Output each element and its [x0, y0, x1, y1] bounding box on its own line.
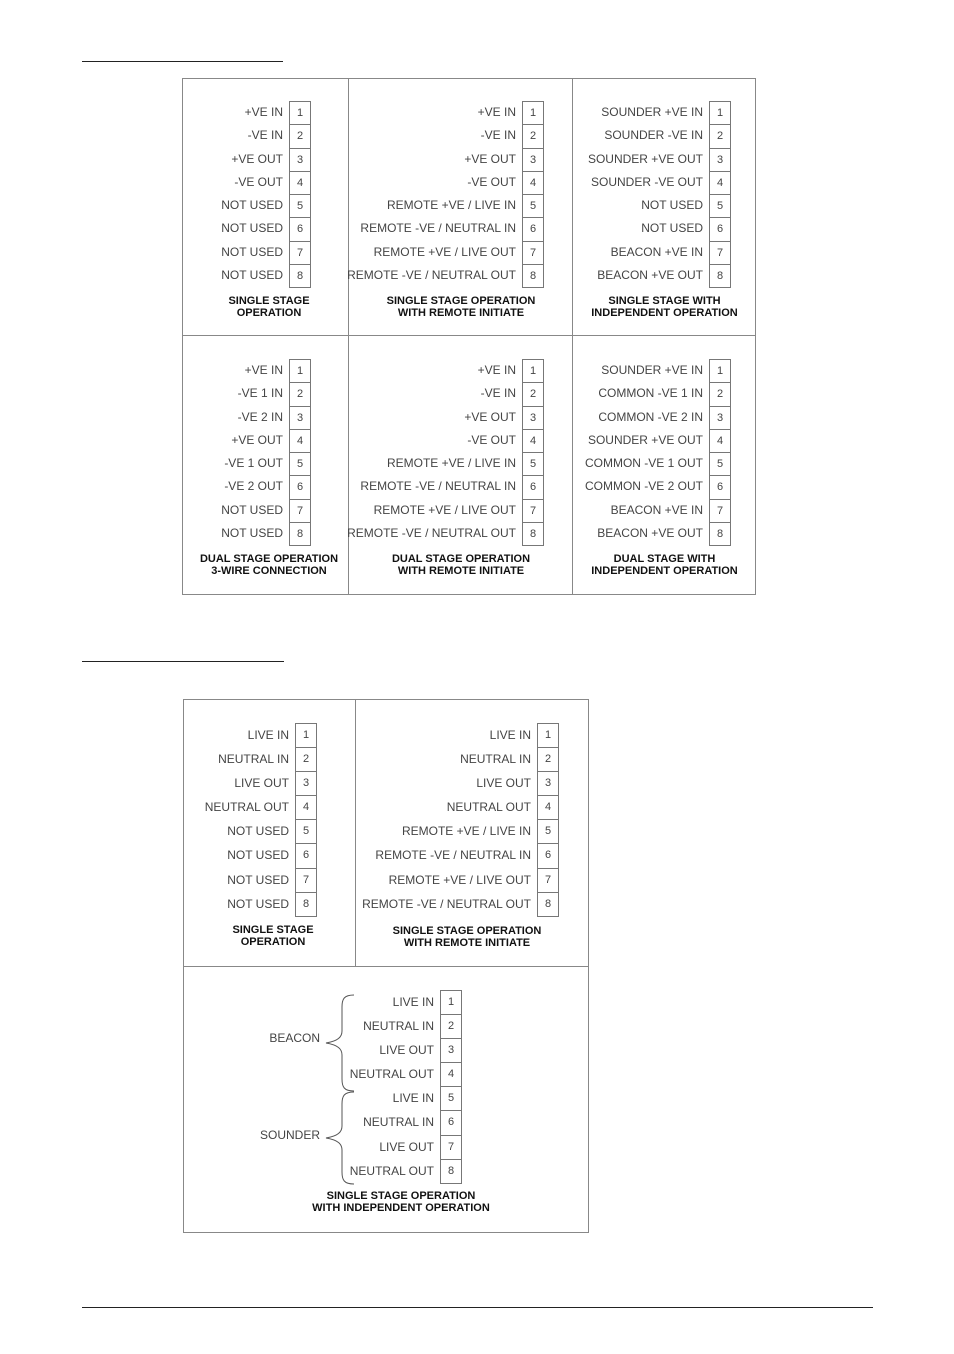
terminal-label: NEUTRAL IN	[218, 752, 289, 767]
panel-caption	[185, 924, 361, 948]
terminal-label: NEUTRAL OUT	[204, 800, 289, 815]
terminal-label: COMMON -VE 1 OUT	[584, 456, 703, 471]
terminal-number: 2	[709, 382, 731, 406]
caption-line: WITH REMOTE INITIATE	[403, 937, 531, 949]
terminal-row	[355, 819, 559, 843]
terminal-number: 4	[289, 171, 311, 195]
panel-caption	[574, 553, 755, 577]
terminal-row	[182, 124, 311, 147]
terminal-row	[182, 264, 311, 287]
terminal-number: 6	[709, 475, 731, 499]
terminal-number: 6	[709, 217, 731, 241]
dc-terminal-block-remote-initiate	[348, 101, 544, 287]
terminal-label: NOT USED	[227, 872, 289, 887]
caption-line: SINGLE STAGE OPERATION	[386, 295, 536, 307]
caption-line: DUAL STAGE OPERATION	[199, 553, 339, 565]
footer-rule	[82, 1307, 873, 1308]
terminal-label: +VE IN	[244, 363, 283, 377]
panel-caption	[350, 553, 572, 577]
terminal-row	[572, 452, 731, 475]
terminal-row	[183, 868, 317, 892]
terminal-number: 3	[709, 148, 731, 172]
terminal-number: 4	[709, 429, 731, 453]
terminal-number: 3	[709, 406, 731, 430]
terminal-row	[183, 843, 317, 867]
terminal-row	[572, 382, 731, 405]
terminal-number: 7	[522, 241, 544, 265]
terminal-label: REMOTE -VE / NEUTRAL IN	[360, 479, 516, 494]
terminal-number: 3	[537, 771, 559, 796]
beacon-group-label: BEACON	[269, 1031, 320, 1045]
terminal-number: 2	[295, 747, 317, 772]
terminal-row	[348, 475, 544, 498]
terminal-label: COMMON -VE 1 IN	[598, 386, 703, 401]
terminal-number: 4	[289, 429, 311, 453]
terminal-row	[183, 771, 317, 795]
terminal-number: 7	[289, 499, 311, 523]
terminal-label: -VE OUT	[467, 432, 516, 447]
terminal-row	[572, 194, 731, 217]
terminal-label: NOT USED	[221, 502, 283, 517]
terminal-label: +VE OUT	[231, 151, 283, 166]
terminal-number: 8	[289, 264, 311, 288]
terminal-label: NEUTRAL IN	[363, 1115, 434, 1130]
terminal-number: 4	[709, 171, 731, 195]
terminal-row	[348, 499, 544, 522]
terminal-label: +VE IN	[244, 105, 283, 119]
terminal-number: 8	[709, 522, 731, 546]
terminal-number: 2	[537, 747, 559, 772]
sounder-group-label: SOUNDER	[259, 1128, 320, 1142]
terminal-number: 6	[295, 843, 317, 868]
terminal-number: 6	[522, 217, 544, 241]
caption-line: SINGLE STAGE	[228, 295, 310, 307]
caption-line: OPERATION	[236, 307, 302, 319]
terminal-number: 7	[289, 241, 311, 265]
terminal-label: BEACON +VE OUT	[597, 526, 703, 541]
terminal-label: REMOTE +VE / LIVE OUT	[373, 244, 516, 259]
terminal-label: +VE OUT	[464, 151, 516, 166]
terminal-number: 1	[522, 101, 544, 125]
terminal-row	[572, 217, 731, 240]
ac-terminal-block-single-stage	[183, 723, 317, 916]
terminal-label: LIVE OUT	[476, 776, 531, 791]
terminal-number: 5	[440, 1086, 462, 1111]
terminal-row	[572, 124, 731, 147]
terminal-label: REMOTE +VE / LIVE IN	[386, 456, 516, 471]
terminal-number: 8	[295, 892, 317, 917]
terminal-number: 1	[522, 359, 544, 383]
terminal-label: REMOTE -VE / NEUTRAL OUT	[347, 268, 516, 283]
terminal-number: 1	[709, 359, 731, 383]
terminal-label: LIVE IN	[247, 728, 289, 742]
terminal-number: 8	[522, 264, 544, 288]
terminal-label: NOT USED	[221, 526, 283, 541]
terminal-label: -VE 1 IN	[237, 386, 283, 401]
terminal-number: 5	[289, 194, 311, 218]
terminal-number: 5	[289, 452, 311, 476]
caption-line: SINGLE STAGE OPERATION	[392, 925, 542, 937]
terminal-row	[572, 429, 731, 452]
terminal-label: REMOTE -VE / NEUTRAL OUT	[362, 896, 531, 911]
terminal-row	[355, 795, 559, 819]
terminal-row	[572, 101, 731, 124]
terminal-number: 6	[440, 1110, 462, 1135]
terminal-label: NEUTRAL IN	[460, 752, 531, 767]
terminal-label: NOT USED	[641, 198, 703, 213]
terminal-number: 8	[522, 522, 544, 546]
terminal-row	[355, 747, 559, 771]
terminal-row	[572, 148, 731, 171]
terminal-number: 5	[522, 194, 544, 218]
terminal-row	[348, 406, 544, 429]
terminal-row	[348, 194, 544, 217]
ac-section-heading-rule	[82, 661, 284, 662]
terminal-label: NOT USED	[221, 268, 283, 283]
terminal-number: 7	[522, 499, 544, 523]
terminal-row	[348, 429, 544, 452]
terminal-number: 2	[440, 1014, 462, 1039]
terminal-row	[348, 359, 544, 382]
terminal-label: LIVE OUT	[234, 776, 289, 791]
terminal-row	[182, 148, 311, 171]
terminal-label: NOT USED	[641, 221, 703, 236]
terminal-row	[348, 101, 544, 124]
terminal-label: +VE OUT	[231, 432, 283, 447]
dc-terminal-block-dual-independent	[572, 359, 731, 545]
terminal-label: -VE 2 OUT	[224, 479, 283, 494]
terminal-number: 5	[537, 819, 559, 844]
panel-caption	[182, 295, 356, 319]
terminal-number: 1	[709, 101, 731, 125]
terminal-row	[355, 868, 559, 892]
terminal-label: COMMON -VE 2 IN	[598, 409, 703, 424]
terminal-row	[182, 217, 311, 240]
terminal-row	[572, 359, 731, 382]
terminal-row	[572, 241, 731, 264]
terminal-label: -VE OUT	[234, 174, 283, 189]
terminal-row	[183, 795, 317, 819]
terminal-label: -VE 1 OUT	[224, 456, 283, 471]
terminal-label: -VE IN	[480, 128, 516, 143]
terminal-row	[348, 452, 544, 475]
terminal-number: 3	[289, 148, 311, 172]
terminal-row	[348, 264, 544, 287]
terminal-row	[183, 819, 317, 843]
terminal-row	[572, 475, 731, 498]
terminal-number: 1	[440, 990, 462, 1015]
terminal-number: 6	[289, 475, 311, 499]
terminal-number: 1	[295, 723, 317, 748]
caption-line: WITH REMOTE INITIATE	[397, 307, 525, 319]
terminal-number: 1	[289, 101, 311, 125]
terminal-number: 3	[440, 1038, 462, 1063]
terminal-number: 6	[522, 475, 544, 499]
terminal-label: BEACON +VE IN	[610, 244, 703, 259]
dc-terminal-block-single-stage	[182, 101, 311, 287]
terminal-row	[348, 382, 544, 405]
terminal-row	[182, 194, 311, 217]
terminal-number: 3	[295, 771, 317, 796]
terminal-number: 3	[289, 406, 311, 430]
terminal-number: 6	[289, 217, 311, 241]
terminal-number: 8	[440, 1159, 462, 1184]
terminal-label: LIVE IN	[489, 728, 531, 742]
panel-caption	[183, 1190, 619, 1214]
terminal-label: SOUNDER +VE OUT	[587, 432, 703, 447]
terminal-label: SOUNDER +VE OUT	[587, 151, 703, 166]
terminal-number: 4	[537, 795, 559, 820]
terminal-label: -VE IN	[480, 386, 516, 401]
terminal-label: -VE OUT	[467, 174, 516, 189]
terminal-label: SOUNDER -VE OUT	[590, 174, 703, 189]
terminal-row	[348, 522, 544, 545]
terminal-number: 5	[522, 452, 544, 476]
terminal-number: 4	[440, 1062, 462, 1087]
terminal-row	[182, 429, 311, 452]
terminal-label: NOT USED	[221, 244, 283, 259]
terminal-number: 5	[709, 194, 731, 218]
terminal-row	[183, 723, 317, 747]
terminal-row	[182, 499, 311, 522]
terminal-row	[355, 771, 559, 795]
terminal-label: REMOTE +VE / LIVE IN	[401, 824, 531, 839]
caption-line: INDEPENDENT OPERATION	[591, 307, 738, 319]
terminal-number: 5	[295, 819, 317, 844]
terminal-label: NOT USED	[227, 824, 289, 839]
terminal-number: 4	[522, 171, 544, 195]
terminal-label: REMOTE +VE / LIVE OUT	[388, 872, 531, 887]
terminal-row	[182, 452, 311, 475]
terminal-label: SOUNDER +VE IN	[601, 105, 703, 119]
caption-line: SINGLE STAGE OPERATION	[326, 1190, 476, 1202]
terminal-label: NEUTRAL OUT	[349, 1163, 434, 1178]
terminal-label: -VE 2 IN	[237, 409, 283, 424]
terminal-number: 7	[295, 868, 317, 893]
terminal-row	[183, 892, 317, 916]
terminal-number: 7	[440, 1135, 462, 1160]
terminal-number: 2	[522, 124, 544, 148]
ac-terminal-block-remote-initiate	[355, 723, 559, 916]
terminal-label: SOUNDER -VE IN	[604, 128, 703, 143]
terminal-number: 8	[709, 264, 731, 288]
terminal-label: -VE IN	[247, 128, 283, 143]
dc-divider-h	[182, 335, 756, 336]
panel-caption	[350, 295, 572, 319]
terminal-label: BEACON +VE OUT	[597, 268, 703, 283]
terminal-label: NOT USED	[227, 848, 289, 863]
terminal-row	[348, 241, 544, 264]
terminal-row	[182, 359, 311, 382]
caption-line: 3-WIRE CONNECTION	[211, 565, 327, 577]
dc-terminal-block-independent	[572, 101, 731, 287]
terminal-row	[182, 171, 311, 194]
terminal-label: NEUTRAL OUT	[349, 1067, 434, 1082]
terminal-number: 1	[537, 723, 559, 748]
terminal-label: REMOTE +VE / LIVE IN	[386, 198, 516, 213]
dc-terminal-block-dual-remote	[348, 359, 544, 545]
terminal-label: COMMON -VE 2 OUT	[584, 479, 703, 494]
terminal-label: NEUTRAL OUT	[446, 800, 531, 815]
terminal-row	[348, 171, 544, 194]
terminal-number: 1	[289, 359, 311, 383]
caption-line: WITH REMOTE INITIATE	[397, 565, 525, 577]
beacon-brace-icon	[320, 993, 360, 1093]
terminal-label: BEACON +VE IN	[610, 502, 703, 517]
caption-line: SINGLE STAGE WITH	[608, 295, 721, 307]
terminal-row	[348, 148, 544, 171]
terminal-label: REMOTE +VE / LIVE OUT	[373, 502, 516, 517]
terminal-row	[182, 522, 311, 545]
terminal-label: +VE IN	[477, 363, 516, 377]
terminal-label: LIVE IN	[392, 995, 434, 1009]
terminal-number: 6	[537, 843, 559, 868]
terminal-label: LIVE IN	[392, 1091, 434, 1106]
terminal-row	[348, 217, 544, 240]
terminal-label: LIVE OUT	[379, 1043, 434, 1058]
caption-line: DUAL STAGE OPERATION	[391, 553, 531, 565]
terminal-number: 4	[295, 795, 317, 820]
terminal-row	[182, 241, 311, 264]
terminal-label: NOT USED	[221, 198, 283, 213]
terminal-row	[182, 382, 311, 405]
caption-line: DUAL STAGE WITH	[613, 553, 716, 565]
terminal-label: LIVE OUT	[379, 1139, 434, 1154]
terminal-number: 2	[289, 124, 311, 148]
terminal-number: 5	[709, 452, 731, 476]
terminal-row	[355, 843, 559, 867]
terminal-number: 8	[289, 522, 311, 546]
terminal-label: +VE IN	[477, 105, 516, 119]
terminal-row	[182, 475, 311, 498]
panel-caption	[182, 553, 356, 577]
terminal-row	[183, 747, 317, 771]
terminal-label: REMOTE -VE / NEUTRAL IN	[375, 848, 531, 863]
terminal-number: 3	[522, 148, 544, 172]
terminal-row	[355, 892, 559, 916]
terminal-number: 2	[289, 382, 311, 406]
terminal-number: 3	[522, 406, 544, 430]
terminal-row	[355, 723, 559, 747]
terminal-number: 2	[709, 124, 731, 148]
terminal-row	[182, 406, 311, 429]
terminal-row	[348, 124, 544, 147]
caption-line: SINGLE STAGE	[232, 924, 314, 936]
caption-line: INDEPENDENT OPERATION	[591, 565, 738, 577]
terminal-row	[572, 406, 731, 429]
caption-line: WITH INDEPENDENT OPERATION	[312, 1202, 490, 1214]
terminal-row	[572, 499, 731, 522]
terminal-number: 2	[522, 382, 544, 406]
terminal-label: REMOTE -VE / NEUTRAL IN	[360, 221, 516, 236]
dc-terminal-block-dual-stage	[182, 359, 311, 545]
dc-section-heading-rule	[82, 61, 283, 62]
terminal-number: 7	[709, 241, 731, 265]
terminal-number: 7	[537, 868, 559, 893]
terminal-label: REMOTE -VE / NEUTRAL OUT	[347, 526, 516, 541]
terminal-row	[572, 264, 731, 287]
terminal-label: NEUTRAL IN	[363, 1019, 434, 1034]
panel-caption	[574, 295, 755, 319]
terminal-number: 7	[709, 499, 731, 523]
terminal-row	[572, 522, 731, 545]
sounder-brace-icon	[320, 1090, 360, 1186]
terminal-label: +VE OUT	[464, 409, 516, 424]
terminal-label: NOT USED	[227, 896, 289, 911]
terminal-row	[182, 101, 311, 124]
terminal-row	[572, 171, 731, 194]
terminal-number: 4	[522, 429, 544, 453]
terminal-label: NOT USED	[221, 221, 283, 236]
panel-caption	[357, 925, 577, 949]
caption-line: OPERATION	[240, 936, 306, 948]
terminal-label: SOUNDER +VE IN	[601, 363, 703, 377]
terminal-number: 8	[537, 892, 559, 917]
ac-divider-h	[183, 966, 589, 967]
